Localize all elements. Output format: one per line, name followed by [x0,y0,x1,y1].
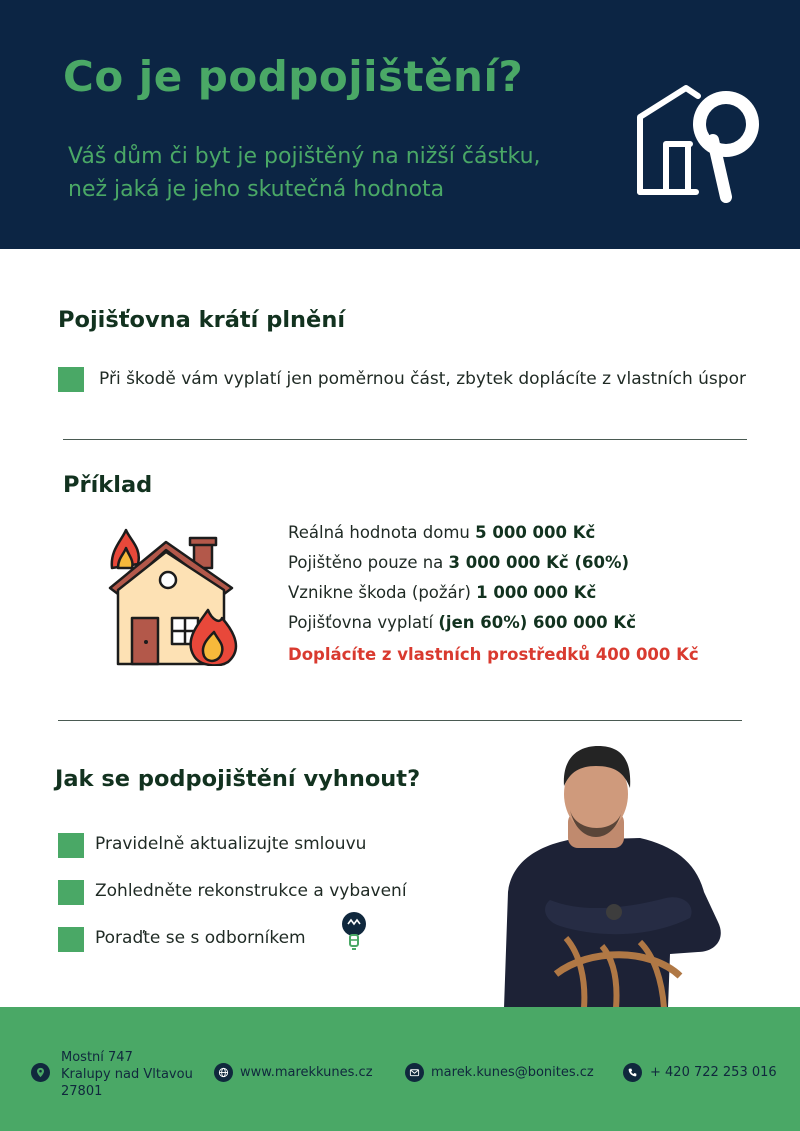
example-row-amount: 3 000 000 Kč (60%) [448,553,630,572]
tip-item: Zohledněte rekonstrukce a vybavení [95,881,407,901]
example-row-label: Pojišťovna vyplatí [288,613,439,632]
address-zip: 27801 [61,1084,103,1099]
example-row-amount: (jen 60%) 600 000 Kč [438,613,636,632]
example-row-damage [288,583,596,602]
email-link[interactable]: marek.kunes@bonites.cz [431,1065,594,1080]
location-icon [31,1063,50,1082]
subtitle-line-2: než jaká je jeho skutečná hodnota [68,177,445,202]
house-fire-icon [96,528,244,666]
section-heading-avoid: Jak se podpojištění vyhnout? [55,766,421,792]
divider [63,439,747,440]
website-link[interactable]: www.marekkunes.cz [240,1065,373,1080]
claims-item: Při škodě vám vyplatí jen poměrnou část, zbytek doplácíte z vlastních úspor [99,369,746,389]
section-heading-claims: Pojišťovna krátí plnění [58,307,346,333]
bullet-square [58,880,84,905]
tip-item: Poraďte se s odborníkem [95,928,306,948]
phone-link[interactable]: + 420 722 253 016 [650,1065,777,1080]
page-subtitle [68,140,628,206]
example-row-label: Reálná hodnota domu [288,523,476,542]
example-row-payout [288,613,636,632]
house-search-icon [628,82,763,212]
section-heading-example: Příklad [63,472,153,498]
tip-item: Pravidelně aktualizujte smlouvu [95,834,367,854]
globe-icon [214,1063,233,1082]
example-row-amount: 5 000 000 Kč [475,523,596,542]
lightbulb-icon [340,910,368,954]
example-row-amount: 1 000 000 Kč [476,583,597,602]
subtitle-line-1: Váš dům či byt je pojištěný na nižší částku, [68,144,541,169]
advisor-photo [490,742,730,1008]
address-city: Kralupy nad Vltavou [61,1067,193,1082]
example-row-value [288,523,595,542]
example-row-label: Pojištěno pouze na [288,553,449,572]
mail-icon [405,1063,424,1082]
page-title: Co je podpojištění? [63,52,524,101]
bullet-square [58,927,84,952]
address-street: Mostní 747 [61,1050,133,1065]
bullet-square [58,367,84,392]
example-row-insured [288,553,629,572]
divider [58,720,742,721]
footer-address [61,1049,193,1100]
example-row-label: Vznikne škoda (požár) [288,583,477,602]
bullet-square [58,833,84,858]
example-row-shortfall: Doplácíte z vlastních prostředků 400 000 Kč [288,645,699,664]
phone-icon [623,1063,642,1082]
